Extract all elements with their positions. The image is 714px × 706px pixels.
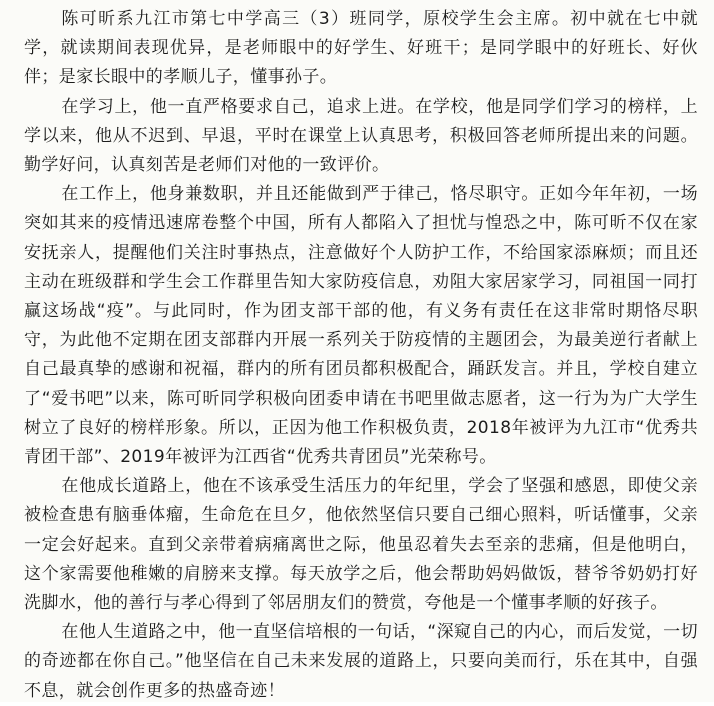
paragraph-study: 在学习上，他一直严格要求自己，追求上进。在学校，他是同学们学习的榜样，上学以来，他从不迟到、早退，平时在课堂上认真思考，积极回答老师所提出来的问题。勤学好问，认真刻苦是老师们对他的一致评价。 xyxy=(24,96,698,176)
paragraph-belief: 在他人生道路之中，他一直坚信培根的一句话，“深窥自己的内心，而后发觉，一切的奇迹都在你自己。”他坚信在自己未来发展的道路上，只要向美而行，乐在其中，自强不息，就会创作更多的热盛奇迹！ xyxy=(24,622,698,701)
article-body xyxy=(24,5,698,706)
paragraph-intro: 陈可昕系九江市第七中学高三（3）班同学，原校学生会主席。初中就在七中就学，就读期间表现优异，是老师眼中的好学生、好班干；是同学眼中的好班长、好伙伴；是家长眼中的孝顺儿子，懂事孙子。 xyxy=(24,9,698,88)
paragraph-work: 在工作上，他身兼数职，并且还能做到严于律己，恪尽职守。正如今年年初，一场突如其来的疫情迅速席卷整个中国，所有人都陷入了担忧与惶恐之中，陈可昕不仅在家安抚亲人，提醒他们关注时事热点，注意做好个人防护工作，不给国家添麻烦；而且还主动在班级群和学生会工作群里告知大家防疫信息，劝阻大家居家学习，同祖国一同打赢这场战“疫”。与此同时，作为团支部干部的他，有义务有责任在这非常时期恪尽职守，为此他不定期在团支部群内开展一系列关于防疫情的主题团会，为最美逆行者献上自己最真挚的感谢和祝福，群内的所有团员都积极配合，踊跃发言。并且，学校自建立了“爱书吧”以来，陈可昕同学积极向团委申请在书吧里做志愿者，这一行为为广大学生树立了良好的榜样形象。所以，正因为他工作积极负责，2018年被评为九江市“优秀共青团干部”、2019年被评为江西省“优秀共青团员”光荣称号。 xyxy=(24,184,698,468)
paragraph-growth: 在他成长道路上，他在不该承受生活压力的年纪里，学会了坚强和感恩，即使父亲被检查患有脑垂体瘤，生命危在旦夕，他依然坚信只要自己细心照料，听话懂事，父亲一定会好起来。直到父亲带着病痛离世之际，他虽忍着失去至亲的悲痛，但是他明白，这个家需要他稚嫩的肩膀来支撑。每天放学之后，他会帮助妈妈做饭，替爷爷奶奶打好洗脚水，他的善行与孝心得到了邻居朋友们的赞赏，夸他是一个懂事孝顺的好孩子。 xyxy=(24,476,698,614)
